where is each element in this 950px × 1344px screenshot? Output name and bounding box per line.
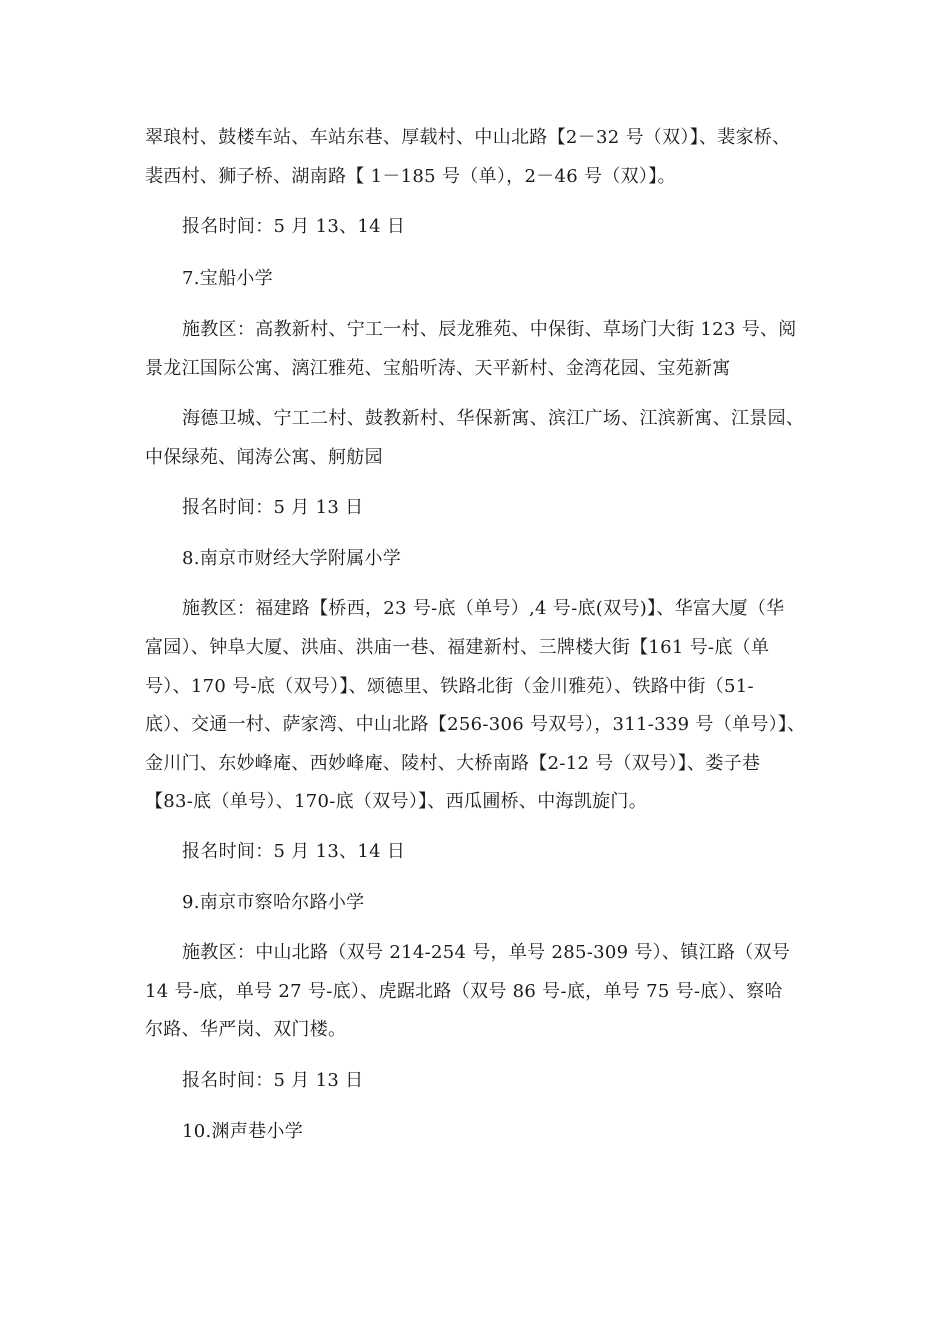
district-paragraph: 海德卫城、宁工二村、鼓教新村、华保新寓、滨江广场、江滨新寓、江景园、 xyxy=(182,408,805,429)
registration-time: 报名时间：5 月 13、14 日 xyxy=(182,216,406,237)
registration-time: 报名时间：5 月 13 日 xyxy=(182,1070,364,1091)
district-paragraph: 施教区：高教新村、宁工一村、辰龙雅苑、中保街、草场门大街 123 号、阅 xyxy=(182,319,797,340)
text-line: 裴西村、狮子桥、湖南路【 1－185 号（单），2－46 号（双）】。 xyxy=(145,166,676,187)
text-line: 号）、170 号-底（双号）】、颂德里、铁路北街（金川雅苑）、铁路中街（51- xyxy=(145,676,754,697)
text-line: 中保绿苑、闻涛公寓、舸舫园 xyxy=(145,447,383,468)
text-line: 景龙江国际公寓、漓江雅苑、宝船听涛、天平新村、金湾花园、宝苑新寓 xyxy=(145,358,731,379)
text-line: 底）、交通一村、萨家湾、中山北路【256-306 号双号），311-339 号（单号）】、 xyxy=(145,714,806,735)
district-paragraph: 施教区：福建路【桥西，23 号-底（单号）,4 号-底(双号)】、华富大厦（华 xyxy=(182,598,785,619)
text-line: 金川门、东妙峰庵、西妙峰庵、陵村、大桥南路【2-12 号（双号）】、娄子巷 xyxy=(145,753,761,774)
school-heading: 10.渊声巷小学 xyxy=(182,1121,304,1142)
school-heading: 7.宝船小学 xyxy=(182,268,273,289)
text-line: 翠琅村、鼓楼车站、车站东巷、厚载村、中山北路【2－32 号（双）】、裴家桥、 xyxy=(145,127,791,148)
registration-time: 报名时间：5 月 13 日 xyxy=(182,497,364,518)
district-paragraph: 施教区：中山北路（双号 214-254 号，单号 285-309 号）、镇江路（双号 xyxy=(182,942,791,963)
school-heading: 9.南京市察哈尔路小学 xyxy=(182,892,365,913)
registration-time: 报名时间：5 月 13、14 日 xyxy=(182,841,406,862)
text-line: 富园）、钟阜大厦、洪庙、洪庙一巷、福建新村、三牌楼大街【161 号-底（单 xyxy=(145,637,770,658)
text-line: 【83-底（单号）、170-底（双号）】、西瓜圃桥、中海凯旋门。 xyxy=(145,791,648,812)
text-line: 尔路、华严岗、双门楼。 xyxy=(145,1019,347,1040)
school-heading: 8.南京市财经大学附属小学 xyxy=(182,548,402,569)
text-line: 14 号-底，单号 27 号-底）、虎踞北路（双号 86 号-底，单号 75 号-底）、察哈 xyxy=(145,981,783,1002)
